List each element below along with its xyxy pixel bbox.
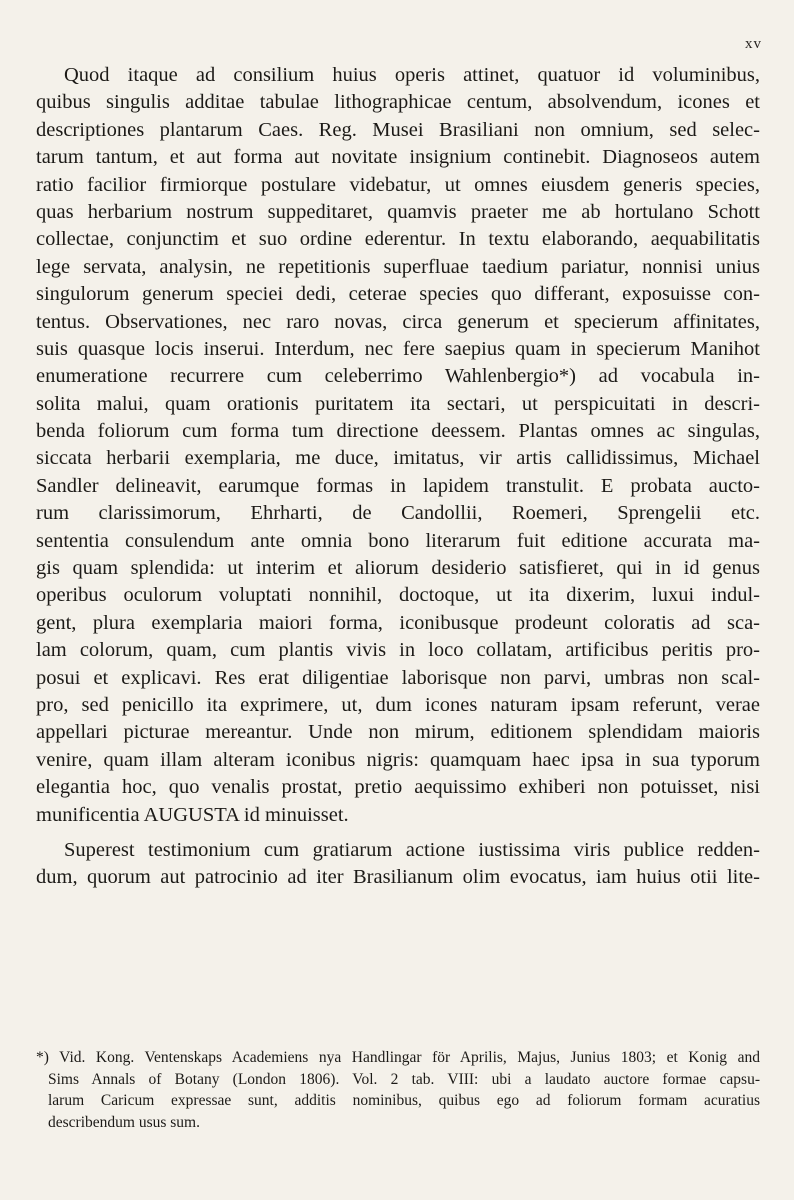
text-line: Sandler delineavit, earumque formas in lapidem transtulit. E probata aucto- bbox=[36, 474, 760, 497]
text-line: appellari picturae mereantur. Unde non mirum, editionem splendidam maioris bbox=[36, 721, 760, 744]
text-line: Quod itaque ad consilium huius operis attinet, quatuor id voluminibus, bbox=[64, 64, 760, 86]
text-line: sententia consulendum ante omnia bono literarum fuit editione accurata ma- bbox=[36, 529, 760, 552]
text-line: munificentia AUGUSTA id minuisset. bbox=[36, 803, 349, 826]
text-line: suis quasque locis inserui. Interdum, nec fere saepius quam in specierum Manihot bbox=[36, 337, 760, 360]
text-line: gis quam splendida: ut interim et aliorum desiderio satisfieret, qui in id genus bbox=[36, 557, 760, 580]
text-line: solita malui, quam orationis puritatem ita sectari, ut perspicuitati in descri- bbox=[36, 392, 760, 415]
text-line: gent, plura exemplaria maiori forma, iconibusque prodeunt coloratis ad sca- bbox=[36, 611, 760, 634]
text-line: venire, quam illam alteram iconibus nigris: quamquam haec ipsa in sua typorum bbox=[36, 748, 760, 771]
page-number: xv bbox=[745, 36, 762, 52]
footnote-line: Sims Annals of Botany (London 1806). Vol. 2 tab. VIII: ubi a laudato auctore formae capsu- bbox=[48, 1070, 760, 1088]
footnote-line: describendum usus sum. bbox=[48, 1113, 200, 1131]
paragraph-gap bbox=[36, 829, 760, 837]
text-line: ratio facilior firmiorque postulare videbatur, ut omnes eiusdem generis species, bbox=[36, 173, 760, 196]
text-line: tarum tantum, et aut forma aut novitate insignium continebit. Diagnoseos autem bbox=[36, 146, 760, 169]
text-line: singulorum generum speciei dedi, ceterae species quo differant, exposuisse con- bbox=[36, 283, 760, 306]
text-line: rum clarissimorum, Ehrharti, de Candollii, Roemeri, Sprengelii etc. bbox=[36, 502, 760, 525]
main-text bbox=[36, 62, 760, 892]
text-line: quibus singulis additae tabulae lithographicae centum, absolvendum, icones et bbox=[36, 91, 760, 114]
text-line: lam colorum, quam, cum plantis vivis in loco collatam, artificibus peritis pro- bbox=[36, 639, 760, 662]
text-line: collectae, conjunctim et suo ordine ederentur. In textu elaborando, aequabilitatis bbox=[36, 228, 760, 251]
text-line: lege servata, analysin, ne repetitionis superfluae taedium pariatur, nonnisi unius bbox=[36, 255, 760, 278]
text-line: Superest testimonium cum gratiarum actione iustissima viris publice redden- bbox=[64, 838, 760, 861]
footnote-line: larum Caricum expressae sunt, additis nominibus, quibus ego ad foliorum formam acuratius bbox=[48, 1092, 760, 1109]
text-line: quas herbarium nostrum suppeditaret, quamvis praeter me ab hortulano Schott bbox=[36, 200, 760, 223]
text-line: dum, quorum aut patrocinio ad iter Brasilianum olim evocatus, iam huius otii lite- bbox=[36, 866, 760, 889]
text-line: enumeratione recurrere cum celeberrimo Wahlenbergio*) ad vocabula in- bbox=[36, 365, 760, 388]
text-line: tentus. Observationes, nec raro novas, circa generum et specierum affinitates, bbox=[36, 310, 760, 333]
footnote-line: *) Vid. Kong. Ventenskaps Academiens nya Handlingar för Aprilis, Majus, Junius 1803; et Konig and bbox=[36, 1049, 760, 1066]
text-line: operibus oculorum voluptati nonnihil, doctoque, ut ita dixerim, luxui indul- bbox=[36, 584, 760, 607]
text-line: benda foliorum cum forma tum directione deessem. Plantas omnes ac singulas, bbox=[36, 420, 760, 443]
footnote bbox=[36, 1047, 760, 1133]
text-line: siccata herbarii exemplaria, me duce, imitatus, vir artis callidissimus, Michael bbox=[36, 447, 760, 470]
text-line: elegantia hoc, quo venalis prostat, pretio aequissimo exhiberi non potuisset, nisi bbox=[36, 776, 760, 799]
text-line: descriptiones plantarum Caes. Reg. Musei Brasiliani non omnium, sed selec- bbox=[36, 118, 760, 141]
text-line: pro, sed penicillo ita exprimere, ut, dum icones naturam ipsam referunt, verae bbox=[36, 693, 760, 716]
text-line: posui et explicavi. Res erat diligentiae laborisque non parvi, umbras non scal- bbox=[36, 666, 760, 689]
